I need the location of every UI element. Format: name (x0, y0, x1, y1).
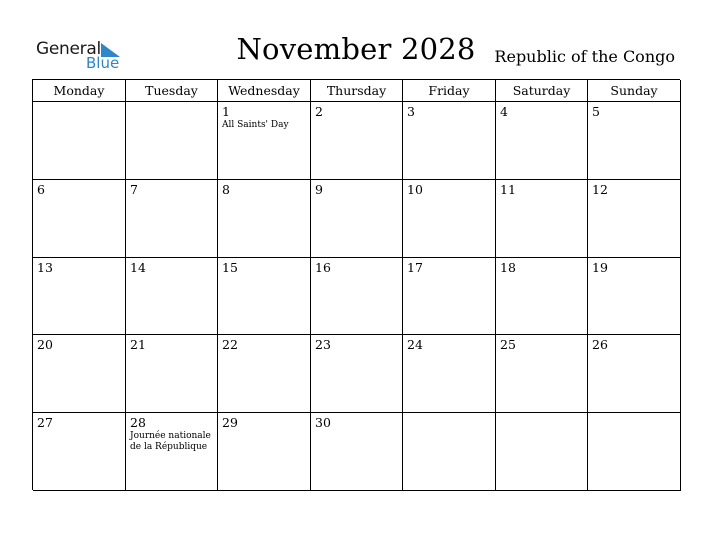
day-cell (496, 413, 588, 491)
day-cell (311, 180, 403, 258)
day-number: 16 (315, 259, 331, 275)
day-number: 28 (130, 415, 146, 431)
day-cell (588, 180, 681, 258)
day-cell (311, 413, 403, 491)
day-cell (218, 258, 311, 336)
day-number: 21 (130, 337, 146, 353)
day-number: 13 (37, 259, 53, 275)
day-number: 4 (500, 104, 508, 119)
calendar-grid (32, 79, 680, 490)
day-cell (496, 335, 588, 413)
day-cell (311, 258, 403, 336)
day-cell (588, 258, 681, 336)
weekday-header: Thursday (311, 80, 403, 102)
day-cell (403, 413, 496, 491)
day-number: 3 (407, 104, 415, 119)
day-cell (218, 413, 311, 491)
day-cell (126, 335, 218, 413)
day-cell (33, 102, 126, 180)
day-cell (588, 413, 681, 491)
page-title: November 2028 (236, 32, 476, 66)
day-cell (588, 102, 681, 180)
weekday-header: Sunday (588, 80, 681, 102)
logo-blue-text: Blue (86, 54, 120, 72)
weekday-header: Tuesday (126, 80, 218, 102)
day-number: 8 (222, 181, 230, 197)
day-number: 15 (222, 259, 238, 275)
day-number: 5 (592, 104, 600, 119)
day-number: 11 (500, 181, 516, 197)
holiday-label: All Saints' Day (222, 120, 289, 130)
day-number: 27 (37, 415, 53, 431)
day-number: 20 (37, 337, 53, 353)
weekday-header: Friday (403, 80, 496, 102)
day-cell (403, 335, 496, 413)
holiday-label: Journée nationale de la République (130, 431, 211, 453)
day-number: 9 (315, 181, 323, 197)
day-number: 23 (315, 337, 331, 353)
day-number: 30 (315, 415, 331, 431)
day-number: 29 (222, 415, 238, 431)
day-cell (311, 102, 403, 180)
day-cell (126, 180, 218, 258)
day-number: 17 (407, 259, 423, 275)
day-number: 18 (500, 259, 516, 275)
day-cell (403, 102, 496, 180)
day-cell (126, 102, 218, 180)
day-number: 6 (37, 181, 45, 197)
weekday-header: Saturday (496, 80, 588, 102)
region-label: Republic of the Congo (494, 47, 675, 66)
day-number: 14 (130, 259, 146, 275)
day-cell (33, 413, 126, 491)
day-cell (33, 335, 126, 413)
day-number: 10 (407, 181, 423, 197)
day-number: 2 (315, 104, 323, 119)
day-cell (218, 102, 311, 180)
day-number: 19 (592, 259, 608, 275)
day-number: 12 (592, 181, 608, 197)
day-cell (588, 335, 681, 413)
day-number: 7 (130, 181, 138, 197)
day-cell (33, 180, 126, 258)
day-number: 1 (222, 104, 230, 119)
day-cell (126, 258, 218, 336)
day-cell (403, 180, 496, 258)
weekday-header: Monday (33, 80, 126, 102)
day-number: 26 (592, 337, 608, 353)
day-cell (496, 180, 588, 258)
day-cell (126, 413, 218, 491)
weekday-header: Wednesday (218, 80, 311, 102)
day-cell (496, 102, 588, 180)
logo-general-text: General (36, 39, 101, 59)
day-cell (218, 335, 311, 413)
day-number: 24 (407, 337, 423, 353)
day-number: 22 (222, 337, 238, 353)
day-number: 25 (500, 337, 516, 353)
day-cell (311, 335, 403, 413)
day-cell (218, 180, 311, 258)
day-cell (403, 258, 496, 336)
day-cell (496, 258, 588, 336)
day-cell (33, 258, 126, 336)
